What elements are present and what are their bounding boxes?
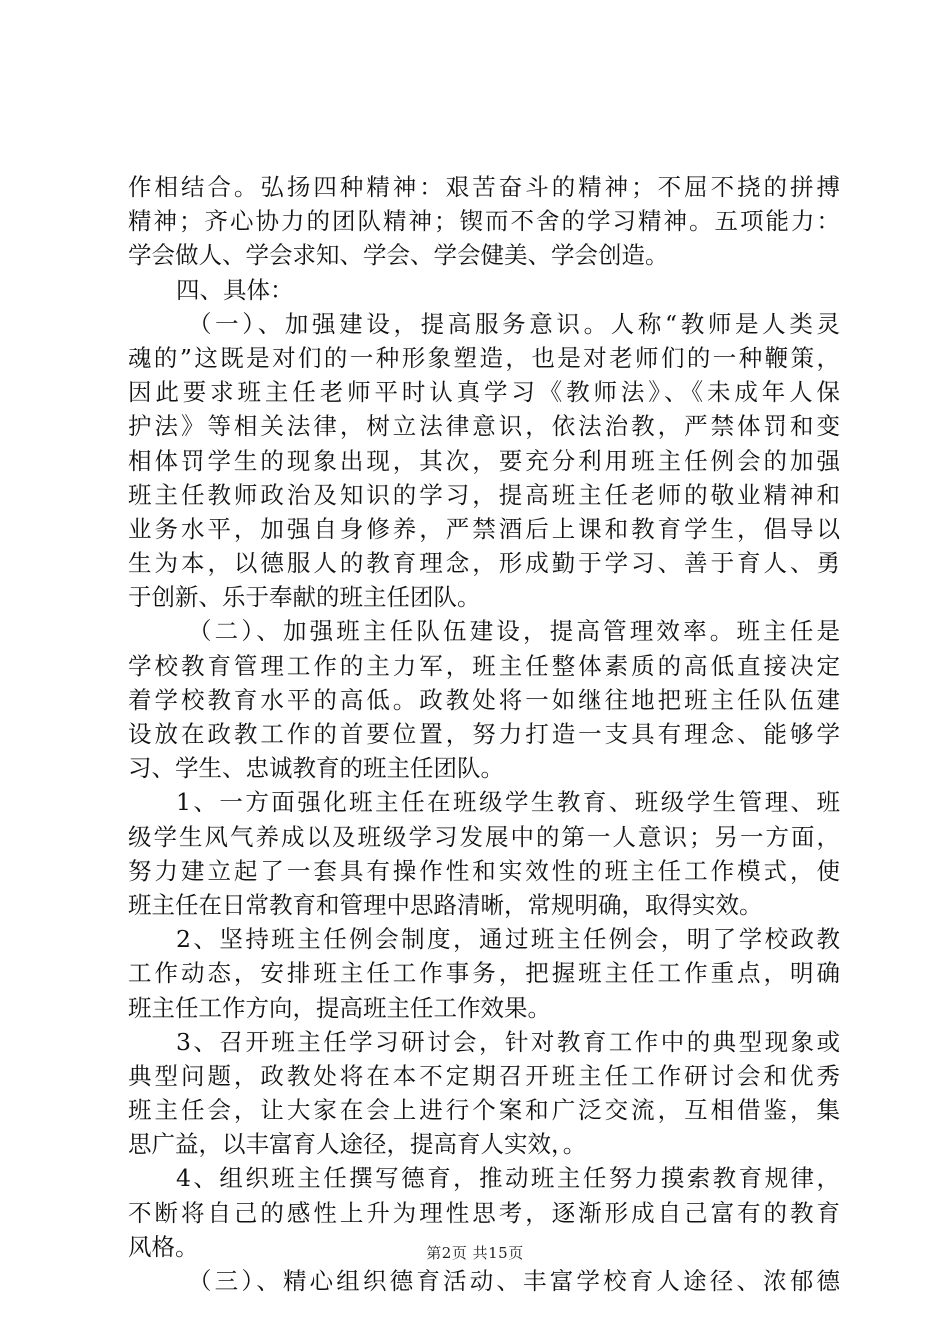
text-line: 2、坚持班主任例会制度，通过班主任例会，明了学校政教 xyxy=(176,925,840,954)
text-line: 因此要求班主任老师平时认真学习《教师法》、《未成年人保 xyxy=(128,378,840,407)
text-line: 护法》等相关法律，树立法律意识，依法治教，严禁体罚和变 xyxy=(128,412,840,441)
text-line: 工作动态，安排班主任工作事务，把握班主任工作重点，明确 xyxy=(128,959,840,988)
text-line: 班主任会，让大家在会上进行个案和广泛交流，互相借鉴，集 xyxy=(128,1096,840,1125)
text-line: 学校教育管理工作的主力军，班主任整体素质的高低直接决定 xyxy=(128,651,840,680)
page-footer: 第2页 共15页 xyxy=(426,1244,524,1262)
text-line: 级学生风气养成以及班级学习发展中的第一人意识；另一方面， xyxy=(128,822,840,851)
text-line: 魂的”这既是对们的一种形象塑造，也是对老师们的一种鞭策， xyxy=(128,343,840,372)
text-line: 生为本，以德服人的教育理念，形成勤于学习、善于育人、勇 xyxy=(128,549,840,578)
text-line: 四、具体： xyxy=(176,275,294,304)
text-line: 班主任在日常教育和管理中思路清晰，常规明确，取得实效。 xyxy=(128,890,763,919)
text-line: 于创新、乐于奉献的班主任团队。 xyxy=(128,583,481,612)
text-line: 思广益，以丰富育人途径，提高育人实效，。 xyxy=(128,1130,587,1159)
text-line: 作相结合。弘扬四种精神：艰苦奋斗的精神；不屈不挠的拼搏 xyxy=(128,173,840,201)
text-line: 相体罚学生的现象出现，其次，要充分利用班主任例会的加强 xyxy=(128,446,840,475)
text-line: 风格。 xyxy=(128,1232,199,1261)
text-line: 1、一方面强化班主任在班级学生教育、班级学生管理、班 xyxy=(176,788,840,817)
text-line: 3、召开班主任学习研讨会，针对教育工作中的典型现象或 xyxy=(176,1027,840,1056)
text-line: 努力建立起了一套具有操作性和实效性的班主任工作模式，使 xyxy=(128,856,840,885)
text-line: （一）、加强建设，提高服务意识。人称“教师是人类灵 xyxy=(188,309,840,338)
text-line: 精神；齐心协力的团队精神；锲而不舍的学习精神。五项能力： xyxy=(128,207,840,236)
text-line: 着学校教育水平的高低。政教处将一如继往地把班主任队伍建 xyxy=(128,685,840,714)
text-line: （三）、精心组织德育活动、丰富学校育人途径、浓郁德 xyxy=(188,1267,840,1295)
text-line: 习、学生、忠诚教育的班主任团队。 xyxy=(128,754,504,783)
text-line: 班主任教师政治及知识的学习，提高班主任老师的敬业精神和 xyxy=(128,480,840,509)
text-line: 班主任工作方向，提高班主任工作效果。 xyxy=(128,993,551,1022)
text-line: 不断将自己的感性上升为理性思考，逐渐形成自己富有的教育 xyxy=(128,1198,840,1227)
text-line: 典型问题，政教处将在本不定期召开班主任工作研讨会和优秀 xyxy=(128,1061,840,1090)
text-line: 设放在政教工作的首要位置，努力打造一支具有理念、能够学 xyxy=(128,720,840,748)
text-line: 业务水平，加强自身修养，严禁酒后上课和教育学生，倡导以 xyxy=(128,514,840,543)
text-line: 学会做人、学会求知、学会、学会健美、学会创造。 xyxy=(128,241,669,270)
document-body xyxy=(128,170,840,1298)
text-line: 4、组织班主任撰写德育，推动班主任努力摸索教育规律， xyxy=(176,1164,840,1193)
text-line: （二）、加强班主任队伍建设，提高管理效率。班主任是 xyxy=(188,617,840,646)
